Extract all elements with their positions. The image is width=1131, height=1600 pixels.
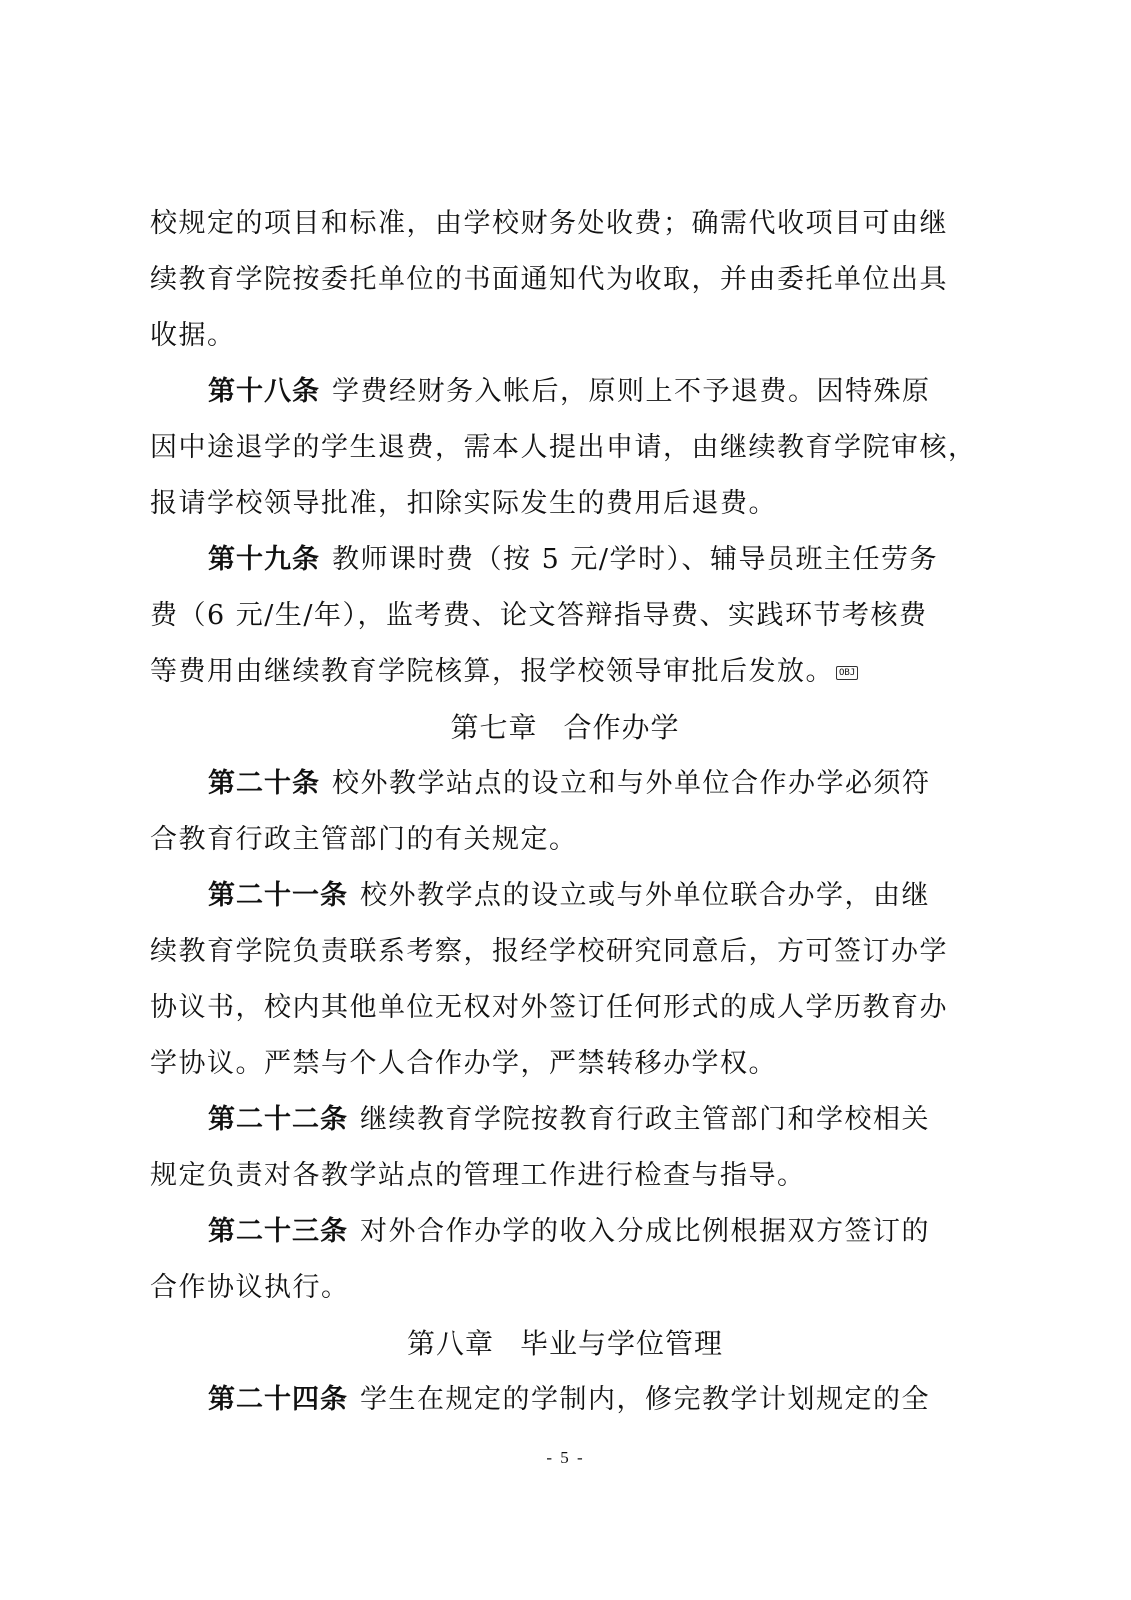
- object-placeholder-icon: OBJ: [836, 666, 858, 680]
- article-22-label: 第二十二条: [208, 1104, 348, 1135]
- article-20-text: 校外教学站点的设立和与外单位合作办学必须符: [332, 768, 931, 799]
- chapter-7-heading: [150, 700, 980, 756]
- article-21-line: [150, 868, 980, 924]
- article-22-text: 继续教育学院按教育行政主管部门和学校相关: [360, 1104, 930, 1135]
- article-23-line: [150, 1204, 980, 1260]
- article-19-line: [150, 532, 980, 588]
- article-23-label: 第二十三条: [208, 1216, 348, 1247]
- text-line: 续教育学院按委托单位的书面通知代为收取，并由委托单位出具: [150, 264, 948, 295]
- chapter-8-heading: [150, 1316, 980, 1372]
- article-19-text: 等费用由继续教育学院核算，报学校领导审批后发放。: [150, 656, 834, 687]
- chapter-7-number: 第七章: [450, 711, 538, 744]
- article-24-line: [150, 1372, 980, 1428]
- chapter-7-title: 合作办学: [563, 711, 680, 744]
- article-18-text: 因中途退学的学生退费，需本人提出申请，由继续教育学院审核，: [150, 432, 977, 463]
- article-20-line: [150, 756, 980, 812]
- article-19-text: 教师课时费（按 5 元/学时）、辅导员班主任劳务: [332, 544, 938, 575]
- article-21-text: 协议书，校内其他单位无权对外签订任何形式的成人学历教育办: [150, 992, 948, 1023]
- text-line: 校规定的项目和标准，由学校财务处收费；确需代收项目可由继: [150, 208, 948, 239]
- article-20-label: 第二十条: [208, 768, 320, 799]
- article-21-label: 第二十一条: [208, 880, 348, 911]
- article-23-text: 对外合作办学的收入分成比例根据双方签订的: [360, 1216, 930, 1247]
- article-18-line: [150, 364, 980, 420]
- document-body: [150, 196, 980, 1428]
- article-18-text: 报请学校领导批准，扣除实际发生的费用后退费。: [150, 488, 777, 519]
- article-23-text: 合作协议执行。: [150, 1272, 350, 1303]
- article-18-label: 第十八条: [208, 376, 320, 407]
- chapter-8-number: 第八章: [406, 1327, 494, 1360]
- article-24-label: 第二十四条: [208, 1384, 348, 1415]
- article-19-label: 第十九条: [208, 544, 320, 575]
- article-19-text: 费（6 元/生/年），监考费、论文答辩指导费、实践环节考核费: [150, 600, 928, 631]
- article-24-text: 学生在规定的学制内，修完教学计划规定的全: [360, 1384, 930, 1415]
- article-21-text: 续教育学院负责联系考察，报经学校研究同意后，方可签订办学: [150, 936, 948, 967]
- article-20-text: 合教育行政主管部门的有关规定。: [150, 824, 578, 855]
- article-18-text: 学费经财务入帐后，原则上不予退费。因特殊原: [332, 376, 931, 407]
- text-line: 收据。: [150, 320, 236, 351]
- article-21-text: 校外教学点的设立或与外单位联合办学，由继: [360, 880, 930, 911]
- article-22-line: [150, 1092, 980, 1148]
- article-22-text: 规定负责对各教学站点的管理工作进行检查与指导。: [150, 1160, 806, 1191]
- article-21-text: 学协议。严禁与个人合作办学，严禁转移办学权。: [150, 1048, 777, 1079]
- page-number: - 5 -: [546, 1448, 585, 1467]
- chapter-8-title: 毕业与学位管理: [520, 1327, 724, 1360]
- article-19-line: [150, 644, 980, 700]
